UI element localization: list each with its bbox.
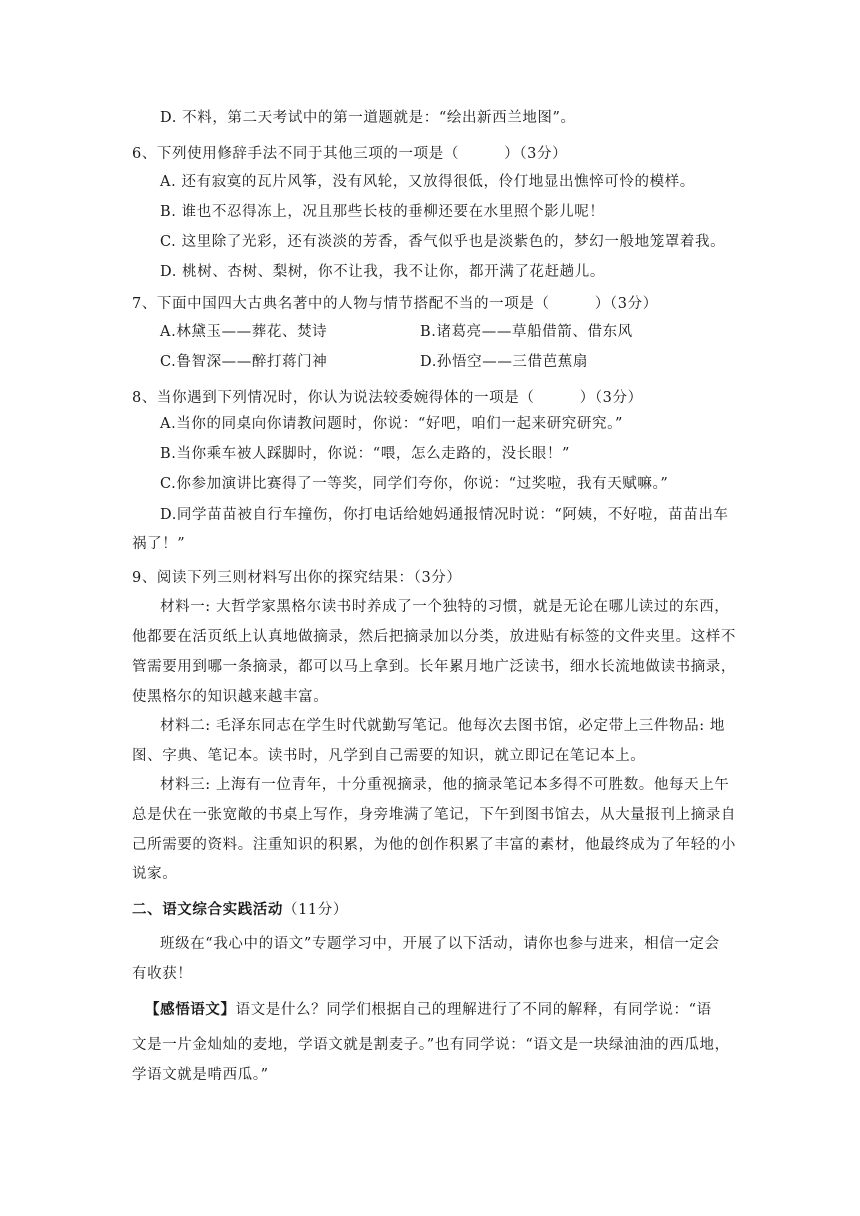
q9-material1-line2: 他都要在活页纸上认真地做摘录，然后把摘录加以分类，放进贴有标签的文件夹里。这样不 xyxy=(132,629,736,645)
q7-stem: 7、下面中国四大古典名著中的人物与情节搭配不当的一项是（ ）（3分） xyxy=(132,296,658,312)
section-2-heading xyxy=(132,898,348,919)
q6-option-a: A. 还有寂寞的瓦片风筝，没有风轮，又放得很低，伶仃地显出憔悴可怜的模样。 xyxy=(160,174,695,190)
q6-option-d: D. 桃树、杏树、梨树，你不让我，我不让你，都开满了花赶趟儿。 xyxy=(160,264,605,280)
q8-option-b: B.当你乘车被人踩脚时，你说：“喂，怎么走路的，没长眼！” xyxy=(160,446,570,462)
q7-option-c: C.鲁智深——醉打蒋门神 xyxy=(160,354,328,370)
q8-option-c: C.你参加演讲比赛得了一等奖，同学们夸你，你说：“过奖啦，我有天赋嘛。” xyxy=(160,476,669,492)
section-2-intro-line1: 班级在“我心中的语文”专题学习中，开展了以下活动，请你也参与进来，相信一定会 xyxy=(160,936,720,952)
q9-material1-line1: 材料一: 大哲学家黑格尔读书时养成了一个独特的习惯，就是无论在哪儿读过的东西， xyxy=(160,599,730,615)
q5-option-d: D. 不料，第二天考试中的第一道题就是：“绘出新西兰地图”。 xyxy=(160,110,576,126)
topic-tag: 【感悟语文】 xyxy=(145,1001,236,1018)
q9-material3-line2: 总是伏在一张宽敞的书桌上写作，身旁堆满了笔记，下午到图书馆去，从大量报刊上摘录自 xyxy=(132,807,736,823)
section-2-intro-line2: 有收获！ xyxy=(132,966,193,982)
q9-material3-line1: 材料三: 上海有一位青年，十分重视摘录，他的摘录笔记本多得不可胜数。他每天上午 xyxy=(160,777,730,793)
q8-option-d-line2: 祸了！” xyxy=(132,536,186,552)
section-2-topic-line1 xyxy=(145,998,712,1019)
q8-option-a: A.当你的同桌向你请教问题时，你说：“好吧，咱们一起来研究研究。” xyxy=(160,416,623,432)
q7-option-d: D.孙悟空——三借芭蕉扇 xyxy=(420,354,588,370)
q9-material2-line2: 图、字典、笔记本。读书时，凡学到自己需要的知识，就立即记在笔记本上。 xyxy=(132,748,646,764)
q7-option-a: A.林黛玉——葬花、焚诗 xyxy=(160,324,328,340)
q6-stem: 6、下列使用修辞手法不同于其他三项的一项是（ ）（3分） xyxy=(132,146,568,162)
section-2-title: 二、语文综合实践活动 xyxy=(132,901,283,918)
q9-material3-line4: 说家。 xyxy=(132,866,178,882)
section-2-score: （11分） xyxy=(283,902,348,918)
q9-material1-line3: 管需要用到哪一条摘录，都可以马上拿到。长年累月地广泛读书，细水长流地做读书摘录， xyxy=(132,659,736,675)
q7-option-b: B.诸葛亮——草船借箭、借东风 xyxy=(420,324,633,340)
topic-text: 语文是什么？同学们根据自己的理解进行了不同的解释，有同学说：“语 xyxy=(235,1002,712,1018)
q9-stem: 9、阅读下列三则材料写出你的探究结果：（3分） xyxy=(132,570,462,586)
q8-stem: 8、当你遇到下列情况时，你认为说法较委婉得体的一项是（ ）（3分） xyxy=(132,390,643,406)
q9-material2-line1: 材料二: 毛泽东同志在学生时代就勤写笔记。他每次去图书馆，必定带上三件物品: 地 xyxy=(160,718,725,734)
q8-option-d-line1: D.同学苗苗被自行车撞伤，你打电话给她妈通报情况时说：“阿姨，不好啦，苗苗出车 xyxy=(160,507,729,523)
q6-option-c: C. 这里除了光彩，还有淡淡的芳香，香气似乎也是淡紫色的，梦幻一般地笼罩着我。 xyxy=(160,234,726,250)
q9-material3-line3: 己所需要的资料。注重知识的积累，为他的创作积累了丰富的素材，他最终成为了年轻的小 xyxy=(132,837,736,853)
section-2-topic-line2: 文是一片金灿灿的麦地，学语文就是割麦子。”也有同学说：“语文是一块绿油油的西瓜地， xyxy=(132,1037,730,1053)
q6-option-b: B. 谁也不忍得冻上，况且那些长枝的垂柳还要在水里照个影儿呢！ xyxy=(160,204,605,220)
section-2-topic-line3: 学语文就是啃西瓜。” xyxy=(132,1067,269,1083)
q9-material1-line4: 使黑格尔的知识越来越丰富。 xyxy=(132,689,329,705)
